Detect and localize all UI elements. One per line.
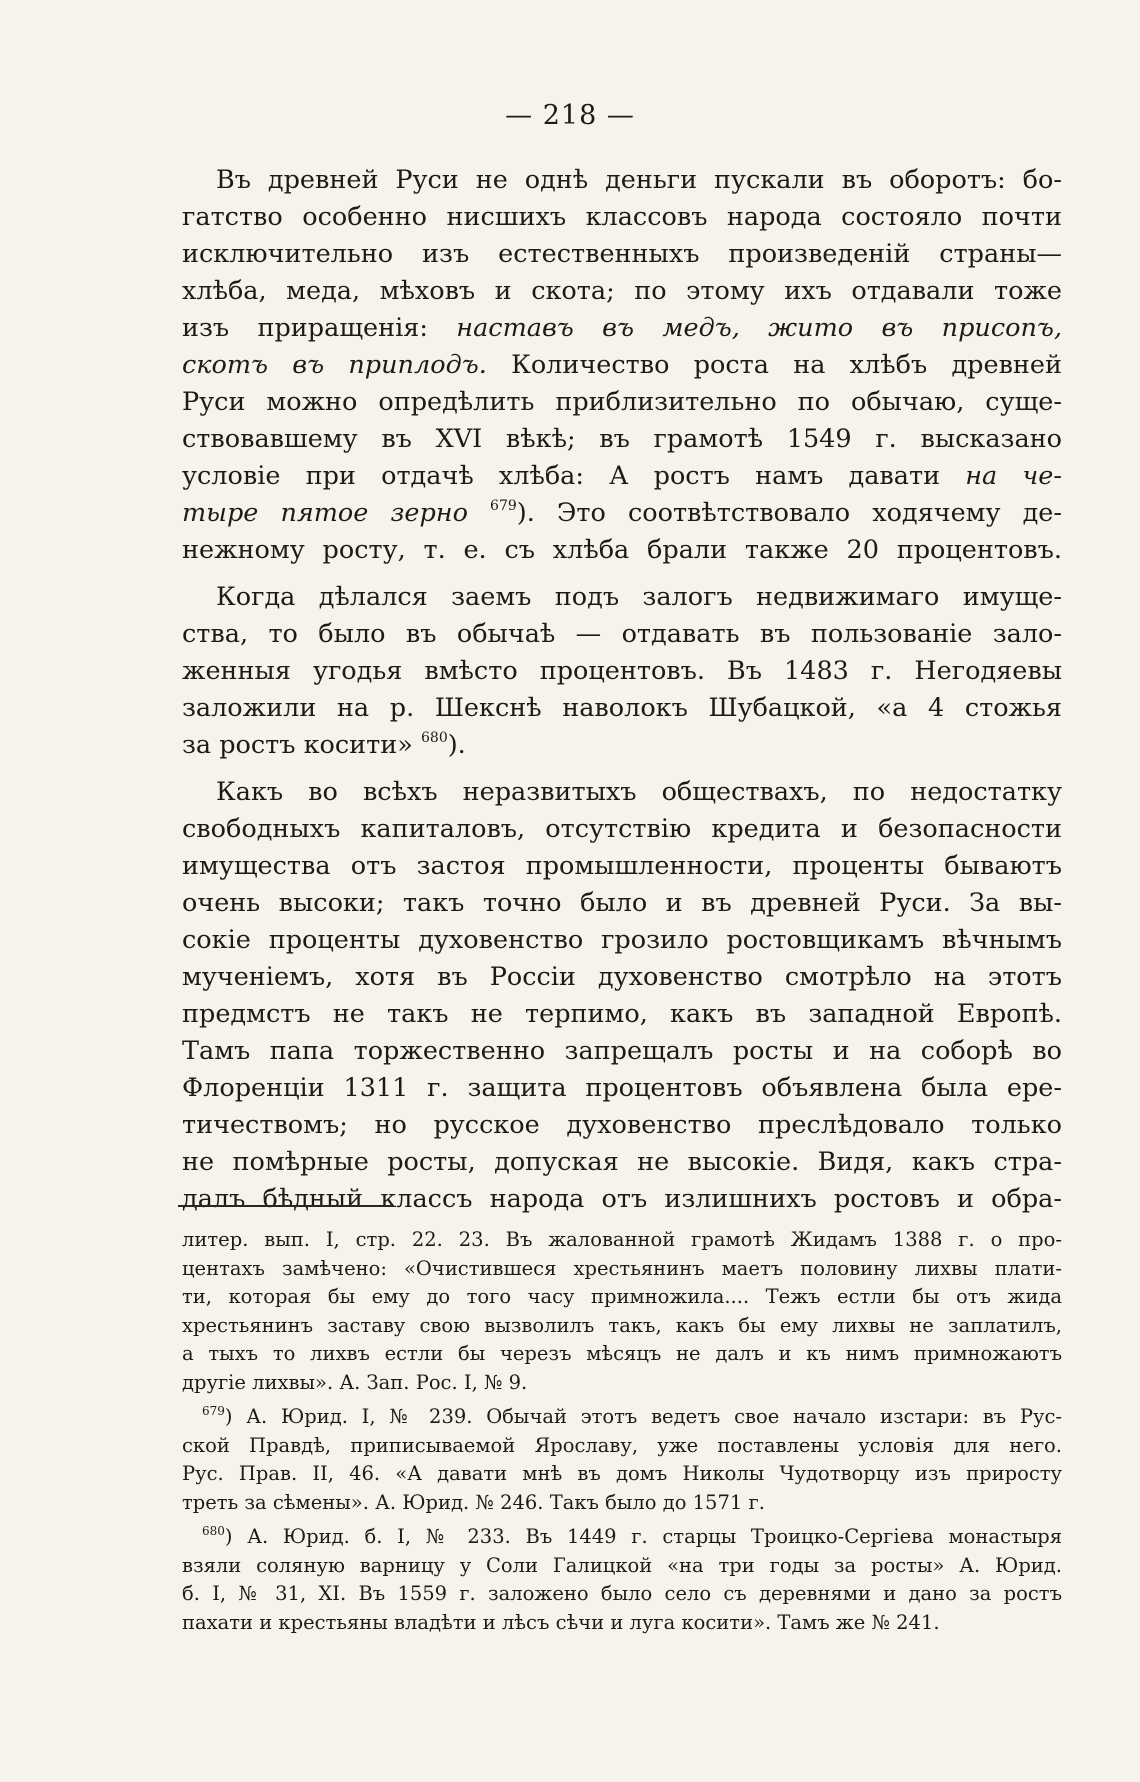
body-line: заложили на р. Шекснѣ наволокъ Шубацкой, «а 4 стожья [182,693,1062,723]
footnote-line: треть за сѣмены». А. Юрид. № 246. Такъ было до 1571 г. [182,1490,765,1514]
body-line: изъ приращенія: наставъ въ медъ, жито въ присопъ, [182,313,1062,343]
body-line: имущества отъ застоя промышленности, проценты бываютъ [182,851,1062,881]
footnote-680: $^{680}$) А. Юрид. б. I, № 233. Въ 1449 г. старцы Троицко-Сергіева монастыря [202,1524,1062,1548]
italic-phrase: скотъ въ приплодъ. [182,350,487,380]
body-line: тыре пятое зерно $^{679}$). Это соотвѣтствовало ходячему де- [182,498,1062,528]
italic-phrase: наставъ въ медъ, жито въ присопъ, [456,313,1062,343]
body-line: предмстъ не такъ не терпимо, какъ въ западной Европѣ. [182,999,1062,1029]
footnote-number: 680 [202,1524,225,1538]
body-line: нежному росту, т. е. съ хлѣба брали также 20 процентовъ. [182,535,1062,565]
footnote-line: хрестьянинъ заставу свою вызволилъ такъ, какъ бы ему лихвы не заплатилъ, [182,1313,1062,1337]
body-line: свободныхъ капиталовъ, отсутствію кредита и безопасности [182,814,1062,844]
footnote-divider [178,1205,391,1207]
body-line: гатство особенно нисшихъ классовъ народа состояло почти [182,202,1062,232]
body-line: сокіе проценты духовенство грозило ростовщикамъ вѣчнымъ [182,925,1062,955]
body-line: условіе при отдачѣ хлѣба: А ростъ намъ давати на че- [182,461,1062,491]
footnote-line: взяли соляную варницу у Соли Галицкой «на три годы за росты» А. Юрид. [182,1553,1062,1577]
footnote-line: пахати и крестьяны владѣти и лѣсъ сѣчи и луга косити». Тамъ же № 241. [182,1610,940,1634]
footnotes [182,1226,1062,1637]
body-line: скотъ въ приплодъ. Количество роста на хлѣбъ древней [182,350,1063,380]
body-line: ства, то было въ обычаѣ — отдавать въ пользованіе зало- [182,619,1062,649]
footnote-line: ти, которая бы ему до того часу примножила.... Тежъ естли бы отъ жида [182,1285,1062,1308]
body-line: за ростъ косити» $^{680}$). [182,730,466,760]
body-line: Флоренціи 1311 г. защита процентовъ объявлена была ере- [182,1073,1062,1103]
body-line: далъ бѣдный классъ народа отъ излишнихъ ростовъ и обра- [182,1184,1062,1214]
body-line: Въ древней Руси не однѣ деньги пускали въ оборотъ: бо- [216,165,1062,195]
footnote-line: литер. вып. I, стр. 22. 23. Въ жалованной грамотѣ Жидамъ 1388 г. о про- [182,1228,1062,1251]
footnote-ref-679: 679 [490,498,517,514]
footnote-line: Рус. Прав. II, 46. «А давати мнѣ въ домъ Николы Чудотворцу изъ прироcту [182,1462,1062,1485]
footnote-ref-680: 680 [421,730,448,746]
body-line: Руси можно опредѣлить приблизительно по обычаю, суще- [182,387,1062,417]
body-line: Тамъ папа торжественно запрещалъ росты и на соборѣ во [182,1036,1062,1066]
main-text [182,162,1062,1218]
footnote-number: 679 [202,1404,225,1418]
footnote-line: другіе лихвы». А. Зап. Рос. I, № 9. [182,1370,528,1394]
page-number: — 218 — [505,100,635,131]
body-line: мученіемъ, хотя въ Россіи духовенство смотрѣло на этотъ [182,962,1062,992]
footnote-line: ской Правдѣ, приписываемой Ярославу, уже поставлены условія для него. [182,1433,1062,1457]
body-line: тичествомъ; но русское духовенство преслѣдовало только [182,1110,1062,1140]
footnote-line: центахъ замѣчено: «Очистившеся хрестьянинъ маетъ половину лихвы плати- [182,1256,1062,1280]
body-line: Когда дѣлался заемъ подъ залогъ недвижимаго имуще- [216,582,1062,612]
body-line: очень высоки; такъ точно было и въ древней Руси. За вы- [182,888,1062,918]
body-line: Какъ во всѣхъ неразвитыхъ обществахъ, по недостатку [216,777,1062,807]
footnote-679: $^{679}$) А. Юрид. I, № 239. Обычай этотъ ведетъ свое начало изстари: въ Рус- [202,1404,1062,1428]
body-line: исключительно изъ естественныхъ произведеній страны— [182,239,1062,269]
body-line: женныя угодья вмѣсто процентовъ. Въ 1483 г. Негодяевы [182,656,1062,686]
footnote-line: а тыхъ то лихвъ естли бы черезъ мѣсяцъ не далъ и къ нимъ примножаютъ [182,1342,1062,1365]
italic-phrase: на че- [965,461,1062,491]
italic-phrase: тыре пятое зерно [182,498,491,528]
body-line: ствовавшему въ XVI вѣкѣ; въ грамотѣ 1549 г. высказано [182,424,1062,454]
body-line: хлѣба, меда, мѣховъ и скота; по этому ихъ отдавали тоже [182,276,1062,306]
footnote-line: б. I, № 31, XI. Въ 1559 г. заложено было село съ деревнями и дано за ростъ [182,1582,1062,1605]
body-line: не помѣрные росты, допуская не высокіе. Видя, какъ стра- [182,1147,1062,1177]
